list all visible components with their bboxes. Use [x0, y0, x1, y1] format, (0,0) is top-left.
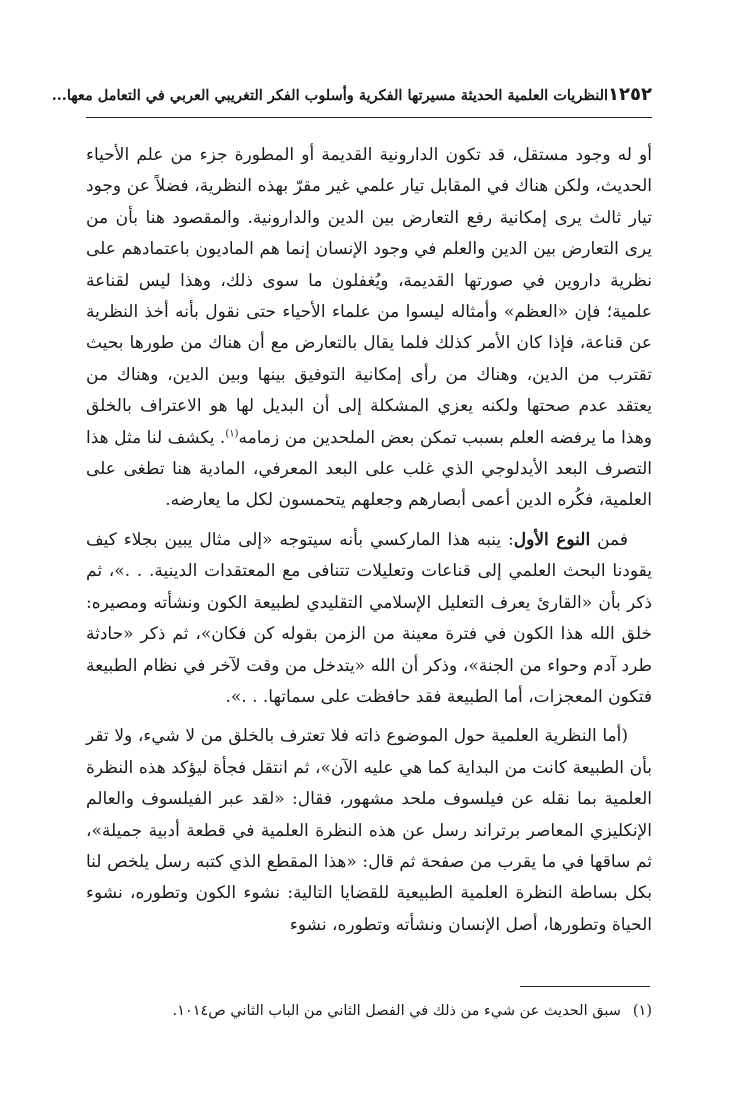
paragraph-1-text: أو له وجود مستقل، قد تكون الدارونية القديمة أو المطورة جزء من علم الأحياء الحديث، ولكن هناك في المقابل تيار علمي غير مقرّ بهذه النظرية، فضلاً عن وجود تيار ثالث يرى إمكانية رفع التعارض بين الدين والدارونية. والمقصود هنا بأن من يرى التعارض بين الدين والعلم في وجود الإنسان إنما هم الماديون باعتمادهم على نظرية داروين في صورتها القديمة، ويُغفلون ما سوى ذلك، وهذا ليس لقناعة علمية؛ فإن «العظم» وأمثاله ليسوا من علماء الأحياء حتى نقول بأنه أخذ النظرية عن قناعة، فإذا كان الأمر كذلك فلما يقال بالتعارض مع أن هناك من طورها بحيث تقترب من الدين، وهناك من رأى إمكانية التوفيق بينها وبين الدين، وهناك من يعتقد عدم صحتها ولكنه يعزي المشكلة إلى أن البديل لها هو الاعتراف بالخلق وهذا ما يرفضه العلم بسبب تمكن بعض الملحدين من زمامه [86, 145, 652, 448]
paragraph-2-text: : ينبه هذا الماركسي بأنه سيتوجه «إلى مثال يبين بجلاء كيف يقودنا البحث العلمي إلى قناعات وتعليلات تتنافى مع المعتقدات الدينية. . .»، ثم ذكر بأن «القارئ يعرف التعليل الإسلامي التقليدي لطبيعة الكون ونشأته ومصيره: خلق الله هذا الكون في فترة معينة من الزمن بقوله كن فكان»، ثم ذكر «حادثة طرد آدم وحواء من الجنة»، وذكر أن الله «يتدخل من وقت لآخر في نظام الطبيعة فتكون المعجزات، أما الطبيعة فقد حافظت على سماتها. . .». [86, 529, 652, 707]
paragraph-2-lead: فمن [590, 529, 628, 550]
page-number: ١٢٥٢ [608, 84, 652, 105]
paragraph-1-tail: . يكشف لنا مثل هذا التصرف البعد الأيدلوجي الذي غلب على البعد المعرفي، المادية هنا تطغى على العلمية، فكُره الدين أعمى أبصارهم وجعلهم يتحمسون لكل ما يعارضه. [86, 427, 652, 511]
footnote-text: سبق الحديث عن شيء من ذلك في الفصل الثاني من الباب الثاني ص١٠١٤. [172, 1003, 621, 1019]
footnote [86, 1000, 652, 1022]
paragraph-2 [86, 525, 652, 713]
running-title: النظريات العلمية الحديثة مسيرتها الفكرية وأسلوب الفكر التغريبي العربي في التعامل معها... [51, 87, 609, 104]
header-rule [86, 117, 652, 118]
footnote-separator [520, 986, 650, 987]
footnote-number: (١) [632, 1003, 652, 1019]
footnote-reference: (١) [225, 428, 239, 439]
paragraph-1 [86, 140, 652, 517]
main-text [86, 140, 652, 941]
paragraph-3 [86, 721, 652, 941]
page-header [51, 84, 652, 105]
paragraph-3-text: (أما النظرية العلمية حول الموضوع ذاته فلا تعترف بالخلق من لا شيء، ولا تقر بأن الطبيعة كانت من البداية كما هي عليه الآن»، ثم انتقل فجأة ليؤكد هذه النظرة العلمية بما نقله عن فيلسوف ملحد مشهور، فقال: «لقد عبر الفيلسوف والعالم الإنكليزي المعاصر برتراند رسل عن هذه النظرة العلمية في قطعة أدبية جميلة»، ثم ساقها في ما يقرب من صفحة ثم قال: «هذا المقطع الذي كتبه رسل يلخص لنا بكل بساطة النظرة العلمية الطبيعية للقضايا التالية: نشوء الكون وتطوره، نشوء الحياة وتطورها، أصل الإنسان ونشأته وتطوره، نشوء [86, 726, 652, 935]
paragraph-2-bold-term: النوع الأول [513, 529, 591, 550]
